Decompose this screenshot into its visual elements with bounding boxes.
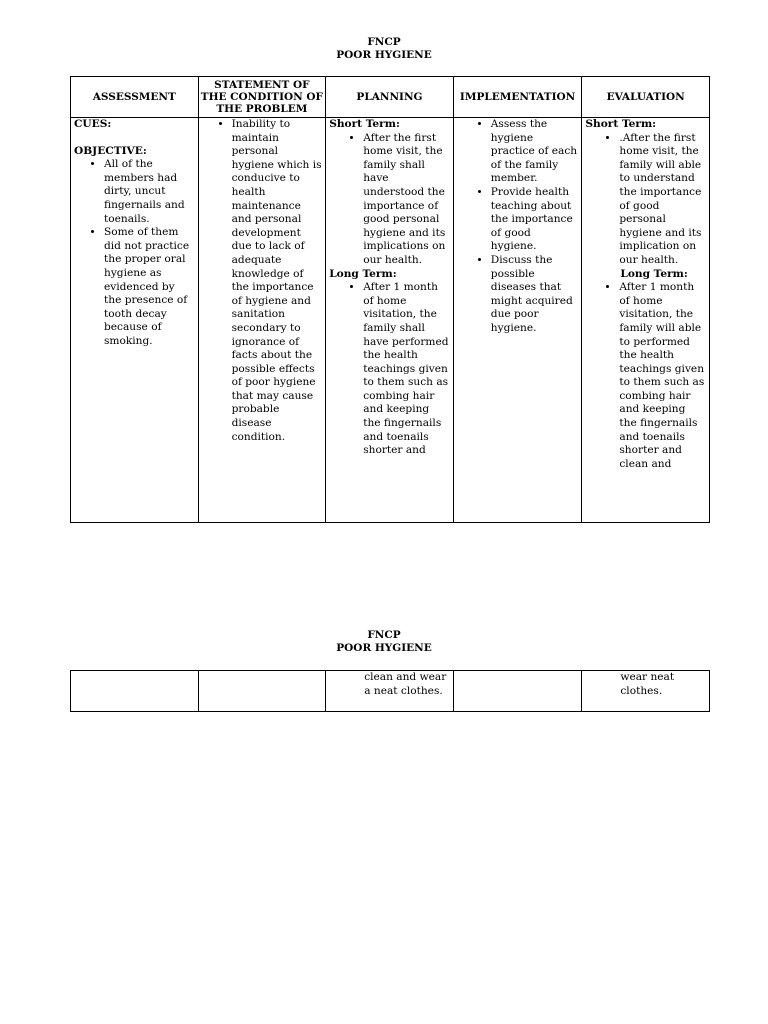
planning-cell xyxy=(326,671,454,712)
evaluation-short-list xyxy=(585,132,706,268)
statement-list xyxy=(202,118,323,444)
title-fncp: FNCP xyxy=(367,629,401,641)
list-item: • .After the first home visit, the family will able to understand the importance of good personal hygiene and its implication on our health. xyxy=(619,132,706,268)
short-term-label: Short Term: xyxy=(329,118,400,130)
list-item: • Discuss the possible diseases that might acquired due poor hygiene. xyxy=(491,254,579,336)
table-row xyxy=(71,118,710,523)
header-planning: PLANNING xyxy=(326,77,454,118)
list-item: • Assess the hygiene practice of each of the family member. xyxy=(491,118,579,186)
implementation-list xyxy=(457,118,579,336)
evaluation-continued: wear neat clothes. xyxy=(620,671,675,697)
header-implementation: IMPLEMENTATION xyxy=(453,77,582,118)
statement-cell xyxy=(198,118,326,523)
planning-continued: clean and wear a neat clothes. xyxy=(364,671,447,697)
evaluation-cell xyxy=(582,118,710,523)
fncp-table xyxy=(70,76,710,523)
assessment-cell xyxy=(71,118,199,523)
long-term-label: Long Term: xyxy=(329,267,397,280)
header-row xyxy=(71,77,710,118)
evaluation-cell xyxy=(582,671,710,712)
planning-cell xyxy=(326,118,454,523)
fncp-table-continued xyxy=(70,670,710,712)
table-row xyxy=(71,671,710,712)
planning-long-list xyxy=(329,281,450,458)
page-title xyxy=(0,629,768,655)
planning-short-list xyxy=(329,132,450,268)
list-item: • After the first home visit, the family shall have understood the importance of good personal hygiene and its implications on our health. xyxy=(363,132,450,268)
statement-cell xyxy=(198,671,326,712)
list-item: • Some of them did not practice the proper oral hygiene as evidenced by the presence of tooth decay because of smoking. xyxy=(104,226,195,348)
header-evaluation: EVALUATION xyxy=(582,77,710,118)
title-fncp: FNCP xyxy=(367,36,401,48)
title-topic: POOR HYGIENE xyxy=(336,642,432,654)
header-assessment: ASSESSMENT xyxy=(71,77,199,118)
long-term-label: Long Term: xyxy=(620,267,688,280)
list-item: • After 1 month of home visitation, the family shall have performed the health teachings given to them such as combing hair and keeping the fingernails and toenails shorter and xyxy=(363,281,450,458)
list-item: • Provide health teaching about the importance of good hygiene. xyxy=(491,186,579,254)
objective-label: OBJECTIVE: xyxy=(74,144,147,157)
list-item: • After 1 month of home visitation, the family will able to performed the health teachings given to them such as combing hair and keeping the fingernails and toenails shorter and clean and xyxy=(619,281,706,471)
list-item: • Inability to maintain personal hygiene which is conducive to health maintenance and personal development due to lack of adequate knowledge of the importance of hygiene and sanitation secondary to ignorance of facts about the possible effects of poor hygiene that may cause probable disease condition. xyxy=(232,118,323,444)
evaluation-long-list xyxy=(585,281,706,471)
assessment-cell xyxy=(71,671,199,712)
implementation-cell xyxy=(453,118,582,523)
header-statement: STATEMENT OF THE CONDITION OF THE PROBLEM xyxy=(198,77,326,118)
list-item: • All of the members had dirty, uncut fingernails and toenails. xyxy=(104,158,195,226)
page-title xyxy=(0,36,768,62)
assessment-list xyxy=(74,158,195,348)
short-term-label: Short Term: xyxy=(585,118,657,130)
title-topic: POOR HYGIENE xyxy=(336,49,432,61)
cues-label: CUES: xyxy=(74,118,112,130)
implementation-cell xyxy=(453,671,582,712)
